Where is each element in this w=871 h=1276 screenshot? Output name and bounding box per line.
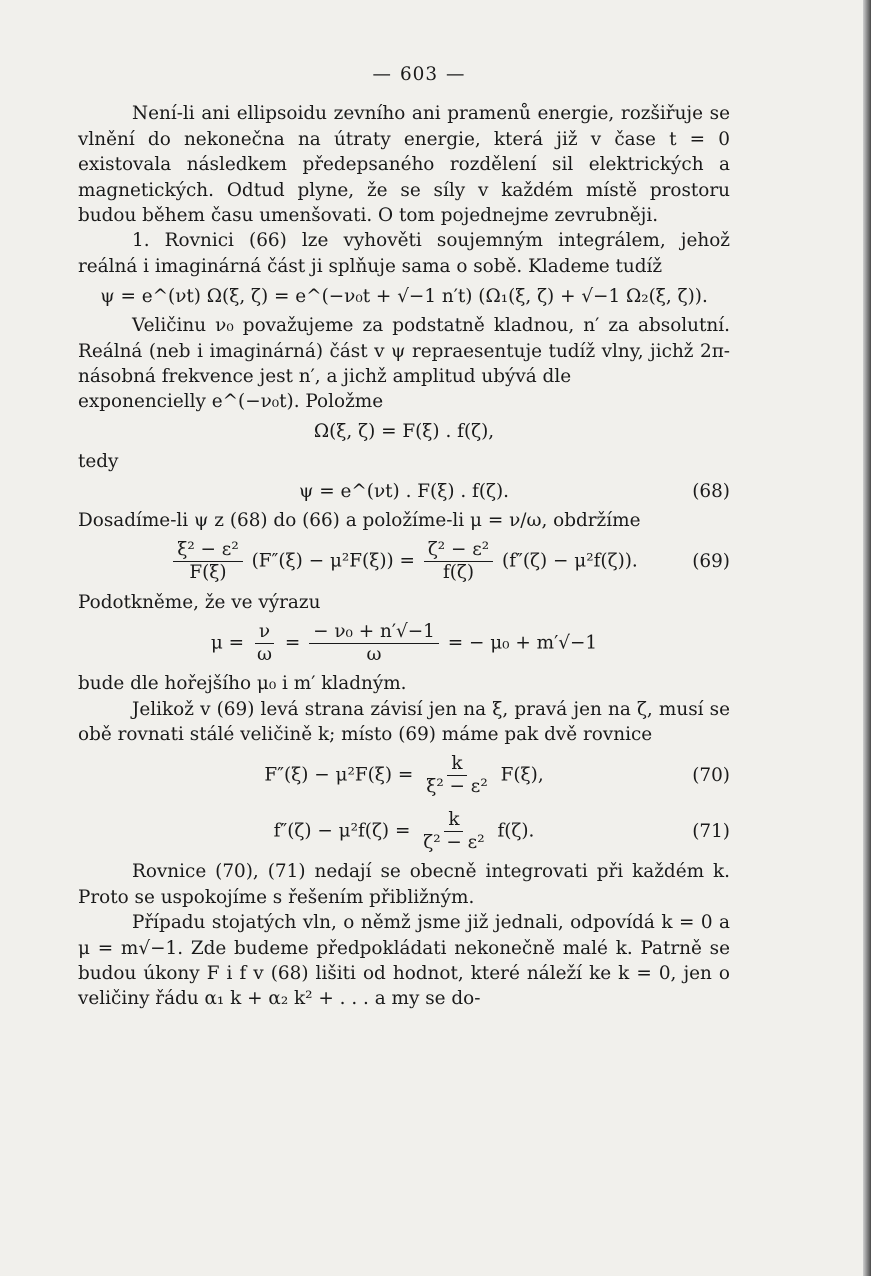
equation-69-left-numerator: ξ² − ε²: [173, 539, 243, 562]
equation-70-numerator: k: [447, 753, 466, 776]
page-dash-right: —: [446, 64, 466, 85]
page: [78, 62, 730, 1012]
scan-edge: [863, 0, 871, 1276]
paragraph-4: Dosadíme-li ψ z (68) do (66) a položíme-li μ = ν/ω, obdržíme: [78, 510, 641, 532]
equation-exp-form-text: ψ = e^(νt) Ω(ξ, ζ) = e^(−ν₀t + √−1 n′t) (Ω₁(ξ, ζ) + √−1 Ω₂(ξ, ζ)).: [100, 285, 708, 307]
equation-71-fraction: [419, 809, 488, 854]
paragraph-8: Rovnice (70), (71) nedají se obecně integrovati při každém k. Proto se uspokojíme s řešením přibližným.: [78, 861, 730, 908]
page-number-value: 603: [399, 64, 439, 85]
equation-71-tail: f(ζ).: [497, 820, 535, 842]
page-dash-left: —: [372, 64, 392, 85]
equation-mu-equals: =: [284, 632, 301, 654]
equation-70-body: [78, 753, 730, 798]
equation-71: [78, 803, 730, 859]
equation-separation: [78, 415, 730, 449]
paragraph-2: 1. Rovnici (66) lze vyhověti soujemným integrálem, jehož reálná i imaginárná část ji splňuje sama o sobě. Klademe tudíž: [78, 230, 730, 277]
equation-70-denominator: ξ² − ε²: [426, 775, 488, 797]
equation-71-number: (71): [692, 820, 730, 842]
equation-71-denominator: ζ² − ε²: [423, 831, 485, 853]
paragraph-3: Veličinu ν₀ považujeme za podstatně kladnou, n′ za absolutní. Reálná (neb i imaginárná) část v ψ repraesentuje tudíž vlny, jichž 2π-násobná frekvence jest n′, a jichž amplitud ubývá dle: [78, 315, 730, 388]
equation-69-left-denominator: F(ξ): [189, 562, 227, 584]
equation-68-text: ψ = e^(νt) . F(ξ) . f(ζ).: [298, 480, 510, 502]
equation-71-body: [78, 809, 730, 854]
equation-mu-fraction-1: [253, 621, 276, 666]
paragraph-9: Případu stojatých vln, o němž jsme již jednali, odpovídá k = 0 a μ = m√−1. Zde budeme předpokládati nekonečně malé k. Patrně se budou úkony F i f v (68) lišiti od hodnot, které náleží ke k = 0, jen o veličiny řádu α₁ k + α₂ k² + . . . a my se do-: [78, 912, 730, 1010]
equation-69-left-rest: (F″(ξ) − μ²F(ξ)) =: [251, 550, 415, 572]
equation-69-right-fraction: [424, 539, 493, 584]
equation-69-right-denominator: f(ζ): [442, 562, 475, 584]
paragraph-7: Jelikož v (69) levá strana závisí jen na ξ, pravá jen na ζ, musí se obě rovnati stálé veličině k; místo (69) máme pak dvě rovnice: [78, 698, 730, 745]
paragraph-3b: exponencielly e^(−ν₀t). Položme: [78, 391, 384, 413]
equation-71-numerator: k: [444, 809, 463, 832]
equation-68: [78, 474, 730, 508]
paragraph-6: bude dle hořejšího μ₀ i m′ kladným.: [78, 673, 407, 695]
equation-exp-form: [78, 279, 730, 313]
equation-69-right-rest: (f″(ζ) − μ²f(ζ)).: [502, 550, 638, 572]
equation-mu-fraction-1-denominator: ω: [256, 643, 272, 665]
equation-71-lead: f″(ζ) − μ²f(ζ) =: [273, 820, 411, 842]
equation-69-number: (69): [692, 550, 730, 572]
equation-mu-fraction-2-numerator: − ν₀ + n′√−1: [309, 621, 439, 644]
equation-mu-tail: = − μ₀ + m′√−1: [447, 632, 598, 654]
equation-69-right-numerator: ζ² − ε²: [424, 539, 493, 562]
equation-69: [78, 534, 730, 590]
paragraph-1: Není-li ani ellipsoidu zevního ani pramenů energie, rozšiřuje se vlnění do nekonečna na útraty energie, která již v čase t = 0 existovala následkem předepsaného rozdělení sil elektrických a magnetických. Odtud plyne, že se síly v každém místě prostoru budou během času umenšovati. O tom pojednejme zevrubněji.: [78, 103, 730, 227]
equation-70-lead: F″(ξ) − μ²F(ξ) =: [264, 764, 414, 786]
equation-69-body: [78, 539, 730, 584]
paragraph-5: Podotkněme, že ve výrazu: [78, 591, 321, 613]
equation-70-fraction: [422, 753, 492, 798]
equation-mu: [78, 615, 730, 671]
equation-mu-body: [78, 621, 730, 666]
equation-69-left-fraction: [173, 539, 243, 584]
word-tedy: tedy: [78, 450, 119, 472]
equation-mu-fraction-2: [309, 621, 439, 666]
equation-70: [78, 747, 730, 803]
equation-mu-fraction-1-numerator: ν: [255, 621, 274, 644]
page-number: [78, 62, 730, 87]
equation-70-number: (70): [692, 764, 730, 786]
equation-70-tail: F(ξ),: [500, 764, 544, 786]
equation-68-number: (68): [692, 480, 730, 502]
equation-mu-lead: μ =: [210, 632, 245, 654]
equation-separation-text: Ω(ξ, ζ) = F(ξ) . f(ζ),: [313, 421, 495, 443]
equation-mu-fraction-2-denominator: ω: [366, 643, 382, 665]
